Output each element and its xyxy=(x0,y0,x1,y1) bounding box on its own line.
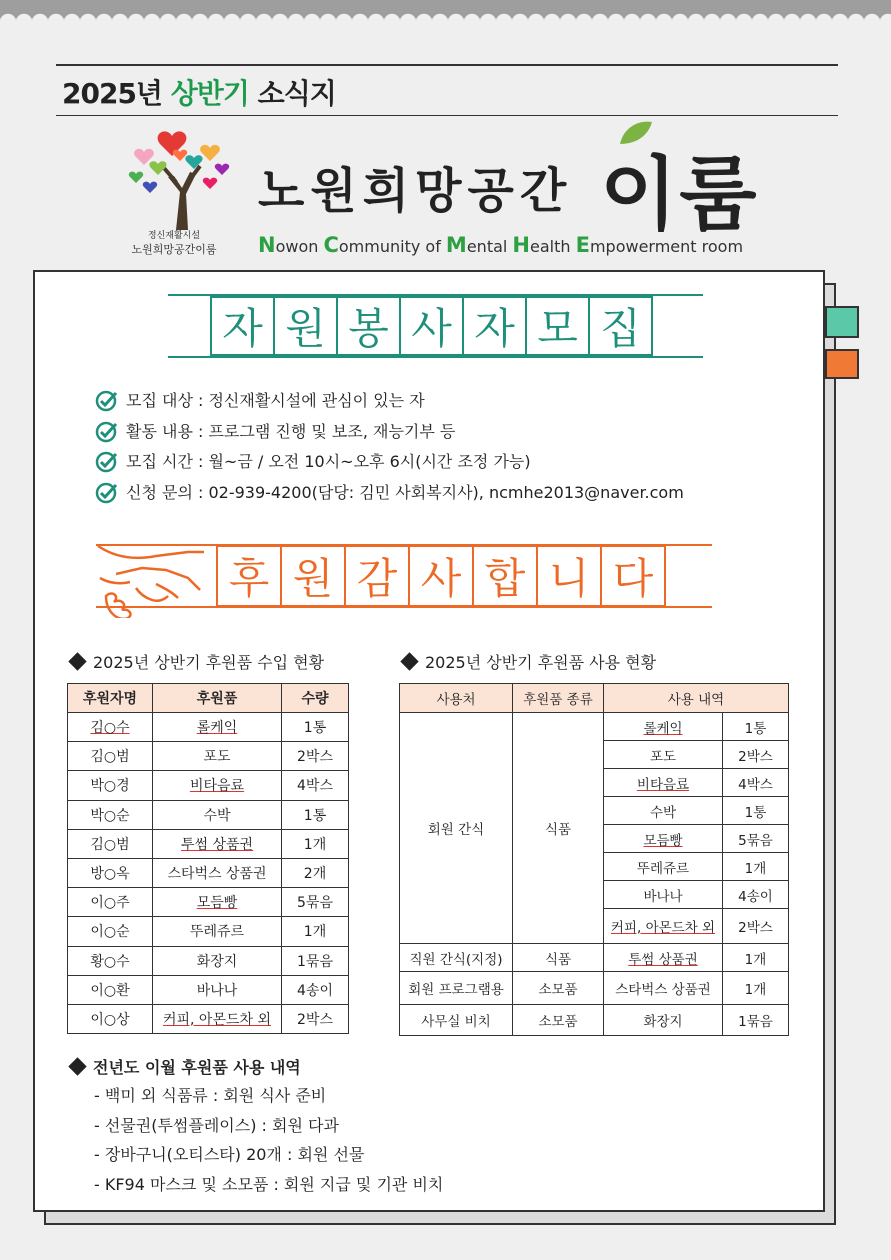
table-row: 커피, 아몬드차 외 2박스 xyxy=(400,909,789,944)
top-border xyxy=(0,0,891,22)
check-circle-icon xyxy=(95,421,119,443)
diamond-icon xyxy=(400,652,418,670)
table-row: 이○주 모듬빵 5묶음 xyxy=(68,888,349,917)
title-rule-bottom xyxy=(56,115,838,116)
last-year-title: 전년도 이월 후원품 사용 내역 xyxy=(67,1055,301,1078)
table-header-row xyxy=(400,684,789,713)
banner-char: 니 xyxy=(536,545,602,607)
banner-char: 합 xyxy=(472,545,538,607)
list-item: - 백미 외 식품류 : 회원 식사 준비 xyxy=(94,1086,327,1105)
table-row: 황○수 화장지 1묶음 xyxy=(68,946,349,975)
received-title: 2025년 상반기 후원품 수입 현황 xyxy=(67,650,324,673)
check-circle-icon xyxy=(95,482,119,504)
recruit-item: 활동 내용 : 프로그램 진행 및 보조, 재능기부 등 xyxy=(95,417,684,448)
list-item: - 장바구니(오티스타) 20개 : 회원 선물 xyxy=(94,1145,365,1164)
table-row: 회원 간식 식품 롤케익 1통 xyxy=(400,713,789,741)
table-row: 박○순 수박 1통 xyxy=(68,800,349,829)
tree-logo-icon xyxy=(128,122,236,234)
used-table xyxy=(399,683,789,1036)
received-table xyxy=(67,683,349,1034)
banner-char: 원 xyxy=(280,545,346,607)
banner-char: 집 xyxy=(588,296,653,356)
table-header-row xyxy=(68,684,349,713)
org-brand: 이룸 xyxy=(600,148,759,241)
diamond-icon xyxy=(68,1057,86,1075)
table-row: 직원 간식(지정) 식품 투썸 상품권 1개 xyxy=(400,944,789,972)
table-row: 김○범 투썸 상품권 1개 xyxy=(68,829,349,858)
newsletter-title: 2025년 상반기 소식지 xyxy=(62,77,336,110)
check-circle-icon xyxy=(95,451,119,473)
banner-char: 후 xyxy=(216,545,282,607)
column-header: 후원품 xyxy=(153,684,282,713)
table-row: 포도 2박스 xyxy=(400,741,789,769)
column-header: 후원품 종류 xyxy=(513,684,604,713)
used-title: 2025년 상반기 후원품 사용 현황 xyxy=(399,650,656,673)
table-row: 수박 1통 xyxy=(400,797,789,825)
handshake-icon xyxy=(96,538,206,618)
banner-char: 자 xyxy=(210,296,275,356)
table-row: 바나나 4송이 xyxy=(400,881,789,909)
recruit-item: 모집 대상 : 정신재활시설에 관심이 있는 자 xyxy=(95,386,684,417)
banner-char: 감 xyxy=(344,545,410,607)
tab-orange xyxy=(825,349,859,379)
group-type: 식품 xyxy=(513,713,604,944)
banner-char: 모 xyxy=(525,296,590,356)
table-row: 김○범 포도 2박스 xyxy=(68,742,349,771)
table-row: 모듬빵 5묶음 xyxy=(400,825,789,853)
table-row: 이○상 커피, 아몬드차 외 2박스 xyxy=(68,1004,349,1033)
last-year-list xyxy=(94,1081,443,1199)
list-item: - 선물권(투썸플레이스) : 회원 다과 xyxy=(94,1115,339,1135)
table-row: 회원 프로그램용 소모품 스타벅스 상품권 1개 xyxy=(400,972,789,1005)
volunteer-banner xyxy=(168,290,703,362)
list-item: - KF94 마스크 및 소모품 : 회원 지급 및 기관 비치 xyxy=(94,1174,444,1194)
column-header: 사용 내역 xyxy=(604,684,789,713)
table-row: 비타음료 4박스 xyxy=(400,769,789,797)
recruit-item: 모집 시간 : 월~금 / 오전 10시~오후 6시(시간 조정 가능) xyxy=(95,447,684,478)
column-header: 수량 xyxy=(282,684,349,713)
table-row: 이○환 바나나 4송이 xyxy=(68,975,349,1004)
banner-char: 사 xyxy=(399,296,464,356)
table-row: 방○옥 스타벅스 상품권 2개 xyxy=(68,858,349,887)
column-header: 후원자명 xyxy=(68,684,153,713)
banner-char: 사 xyxy=(408,545,474,607)
table-row: 사무실 비치 소모품 화장지 1묶음 xyxy=(400,1005,789,1036)
logo-caption: 정신재활시설 노원희망공간이룸 xyxy=(131,231,217,256)
recruit-item: 신청 문의 : 02-939-4200(담당: 김민 사회복지사), ncmhe2013@naver.com xyxy=(95,478,684,509)
banner-char: 다 xyxy=(600,545,666,607)
table-row: 박○경 비타음료 4박스 xyxy=(68,771,349,800)
diamond-icon xyxy=(68,652,86,670)
banner-char: 자 xyxy=(462,296,527,356)
table-row: 이○순 뚜레쥬르 1개 xyxy=(68,917,349,946)
column-header: 사용처 xyxy=(400,684,513,713)
org-english-name: Nowon Community of Mental Health Empowerment room xyxy=(258,233,744,257)
banner-char: 원 xyxy=(273,296,338,356)
table-row: 김○수 롤케익 1통 xyxy=(68,713,349,742)
check-circle-icon xyxy=(95,390,119,412)
banner-char: 봉 xyxy=(336,296,401,356)
recruit-list xyxy=(95,386,684,508)
table-row: 뚜레쥬르 1개 xyxy=(400,853,789,881)
title-rule-top xyxy=(56,64,838,66)
group-place: 회원 간식 xyxy=(400,713,513,944)
org-name: 노원희망공간 xyxy=(258,163,573,219)
tab-teal xyxy=(825,306,859,338)
